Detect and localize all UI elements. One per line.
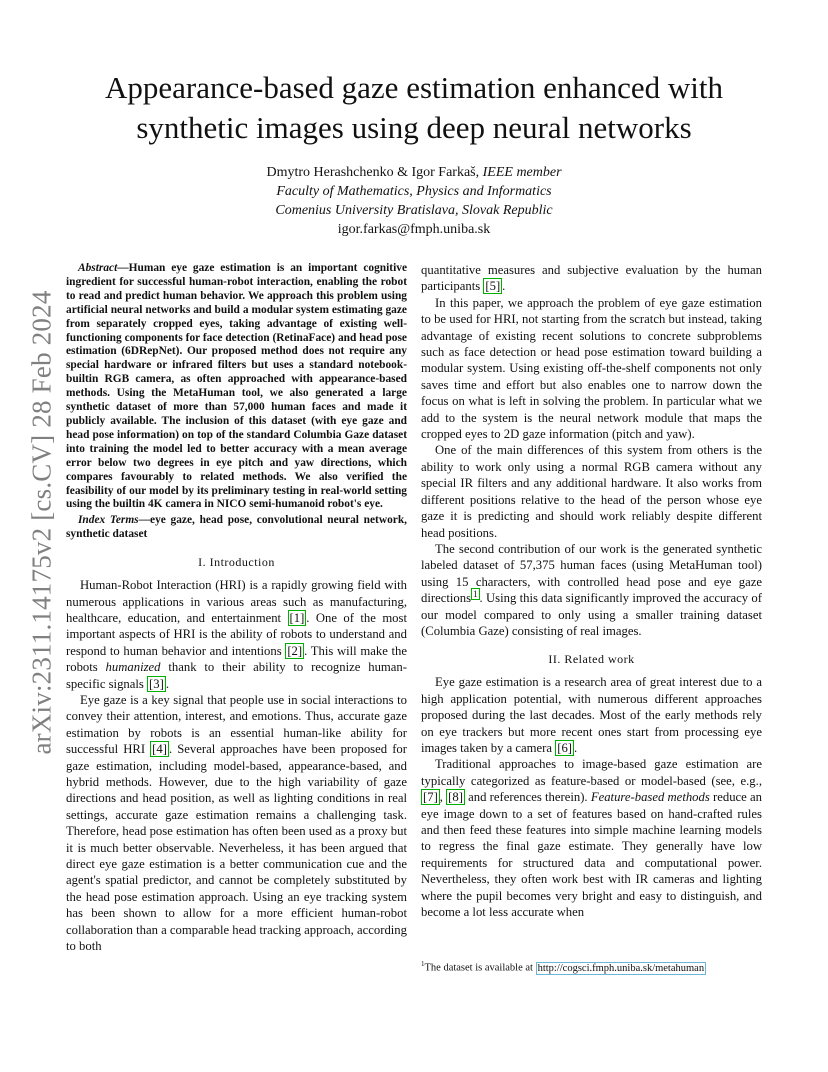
index-terms <box>66 514 407 542</box>
section-heading-related-work: II. Related work <box>548 652 635 667</box>
abstract-text: —Human eye gaze estimation is an important cognitive ingredient for successful human-robot interaction, enabling the robot to read and predict human behavior. We approach this problem using artificial neural networks and build a modular system estimating gaze from separately cropped eyes, taking advantage of existing well-functioning components for face detection (RetinaFace) and head pose estimation (6DRepNet). Our proposed method does not require any special hardware or infrared filters but uses a standard notebook-builtin RGB camera, as often approached with appearance-based methods. Using the MetaHuman tool, we also generated a large synthetic dataset of more than 57,000 human faces and made it publicly available. The inclusion of this dataset (with eye gaze and head pose information) on top of the standard Columbia Gaze dataset into training the model led to better accuracy with a mean average error below two degrees in eye pitch and yaw directions, which compares favourably to related methods. We also verified the feasibility of our model by its preliminary testing in real-world setting using the builtin 4K camera in NICO semi-humanoid robot's eye. <box>66 262 407 511</box>
footnote-text: The dataset is available at <box>424 962 536 974</box>
arxiv-identifier <box>18 287 66 757</box>
dataset-url-link[interactable]: http://cogsci.fmph.uniba.sk/metahuman <box>537 962 705 974</box>
abstract-label: Abstract <box>78 262 118 274</box>
citation-link[interactable]: [5] <box>485 279 501 294</box>
author-line <box>66 163 762 182</box>
index-terms-label: Index Terms <box>78 514 139 527</box>
footnote-reference[interactable]: 1 <box>473 588 478 599</box>
intro-paragraph-5: The second contribution of our work is the generated synthetic labeled dataset of 57,375 human faces (using MetaHuman tool) using 15 characters, with controlled head pose and eye gaze directions $^1$ . Using this data significantly improved the accuracy of our model compared to only using a smaller training dataset (Columbia Gaze) consisting of real images. <box>421 541 762 638</box>
author-names: Dmytro Herashchenko & Igor Farkaš, <box>266 165 480 180</box>
arxiv-id-text: arXiv:2311.14175v2 [cs.CV] 28 Feb 2024 <box>26 289 57 755</box>
left-column <box>66 262 407 954</box>
citation-link[interactable]: [1] <box>289 610 305 625</box>
author-email: igor.farkas@fmph.uniba.sk <box>337 222 491 237</box>
related-paragraph-2: Traditional approaches to image-based gaze estimation are typically categorized as feature-based or model-based (see, e.g., [7] , [8] and references therein). Feature-based methods reduce an eye image down to a set of features based on hand-crafted rules and then feed these features into simple machine learning models to regress the final gaze estimate. They generally have low requirements for structured data and computational power. Nevertheless, they often work best with IR cameras and lighting where the pupil becomes very bright and easy to distinguish, and become a lot less accurate when <box>421 757 762 920</box>
author-university: Comenius University Bratislava, Slovak Republic <box>275 203 553 218</box>
right-column <box>421 262 762 920</box>
footnote-mark: 1 <box>421 960 425 968</box>
author-block <box>66 163 762 239</box>
section-heading-introduction: I. Introduction <box>198 555 275 570</box>
index-terms-text: —eye gaze, head pose, convolutional neural network, synthetic dataset <box>66 514 407 541</box>
intro-paragraph-4: One of the main differences of this system from others is the ability to work only using a normal RGB camera without any special IR filters and any additional hardware. It also works from different positions relative to the head of the person whose eye gaze it is predicting and should work reliably despite different head positions. <box>421 443 762 540</box>
citation-link[interactable]: [2] <box>287 643 303 658</box>
abstract <box>66 262 407 512</box>
intro-paragraph-2: Eye gaze is a key signal that people use in social interactions to convey their attention, interest, and emotions. Thus, accurate gaze estimation by robots is an essential human-like ability for successful HRI [4] . Several approaches have been proposed for gaze estimation, including model-based, appearance-based, and hybrid methods. However, due to the high variability of gaze directions and head position, as well as lighting conditions in real settings, accurate gaze estimation remains a challenging task. Therefore, head pose estimation has often been used as a proxy but it is much better observable. Neverheless, it has been argued that direct eye gaze estimation is a better communication cue and the agent's spatial predictor, and cannot be completely substituted by the head pose estimation approach. Using an eye tracking system has been shown to allow for a more efficient human-robot collaboration than a comparable head tracking approach, according to both <box>66 692 407 954</box>
intro-paragraph-1: Human-Robot Interaction (HRI) is a rapidly growing field with numerous applications in various areas such as manufacturing, healthcare, education, and entertainment [1] . One of the most important aspects of HRI is the ability of robots to understand and respond to human behavior and intentions [2] . This will make the robots humanized thank to their ability to recognize human-specific signals [3] . <box>66 578 407 691</box>
citation-link[interactable]: [4] <box>152 742 167 757</box>
footnote <box>421 958 762 975</box>
author-faculty: Faculty of Mathematics, Physics and Informatics <box>276 184 552 199</box>
intro-paragraph-3: In this paper, we approach the problem of eye gaze estimation to be used for HRI, not starting from the scratch but instead, taking advantage of existing recent solutions to concrete subproblems such as face detection or head pose estimation toward building a modular system. Using existing off-the-shelf components not only saves time and effort but also enables one to narrow down the focus on what is left in solving the problem. In particular what we add to the system is the neural network module that maps the cropped eyes to 2D gaze information (pitch and yaw). <box>421 295 762 442</box>
citation-link[interactable]: [8] <box>448 790 463 805</box>
author-membership: IEEE member <box>482 165 562 180</box>
citation-link[interactable]: [3] <box>149 676 164 691</box>
paper-title: Appearance-based gaze estimation enhanced with synthetic images using deep neural networks <box>105 70 723 145</box>
related-paragraph-1: Eye gaze estimation is a research area of great interest due to a high application potential, with numerous different approaches proposed during the last decades. Most of the early methods rely on eye trackers but more recent ones start from processing eye images taken by a camera [6] . <box>421 675 762 755</box>
citation-link[interactable]: [7] <box>423 790 438 805</box>
intro-paragraph-continued: quantitative measures and subjective evaluation by the human participants [5] . <box>421 263 762 294</box>
citation-link[interactable]: [6] <box>557 740 573 755</box>
